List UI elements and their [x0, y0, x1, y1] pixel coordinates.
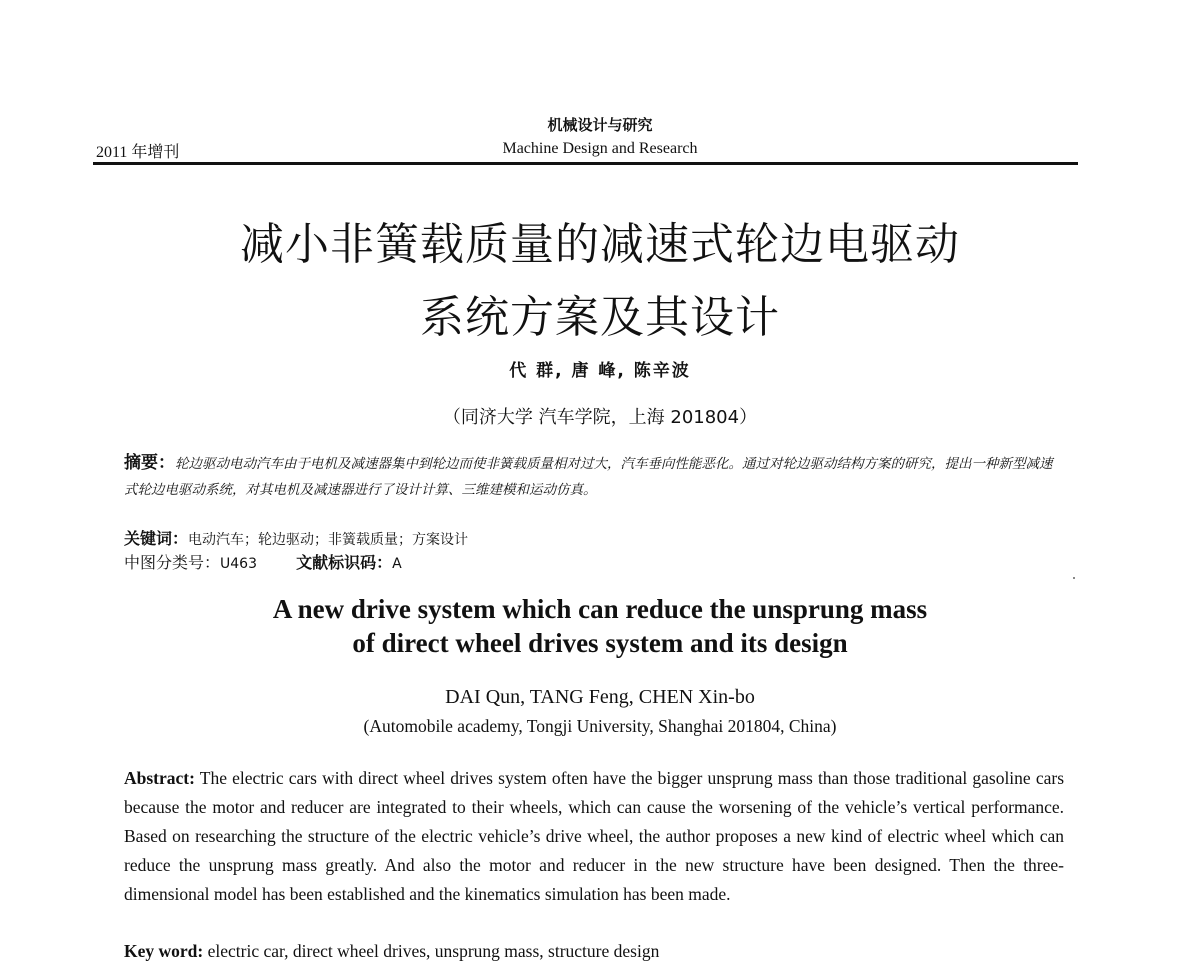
abstract-cn-text: 轮边驱动电动汽车由于电机及减速器集中到轮边而使非簧载质量相对过大，汽车垂向性能恶化。通过对轮边驱动结构方案的研究，提出一种新型减速式轮边电驱动系统，对其电机及减速器进行了设计计算、三维建模和运动仿真。: [124, 456, 1053, 498]
doc-code-label: 文献标识码：: [296, 553, 393, 572]
keywords-cn-label: 关键词：: [124, 529, 189, 548]
scan-speck: [1073, 577, 1075, 579]
abstract-cn: [124, 450, 1054, 503]
authors-cn: 代 群, 唐 峰, 陈辛波: [509, 361, 691, 381]
title-cn-line1: 减小非簧载质量的减速式轮边电驱动: [240, 219, 960, 270]
classification-line: [124, 550, 402, 573]
abstract-en: [124, 764, 1064, 909]
authors-en: DAI Qun, TANG Feng, CHEN Xin-bo: [445, 686, 755, 708]
issue-label: 2011 年增刊: [96, 144, 180, 161]
abstract-en-label: Abstract:: [124, 768, 195, 788]
title-en-line1: A new drive system which can reduce the unsprung mass: [272, 594, 928, 624]
title-cn-line2: 系统方案及其设计: [420, 292, 780, 343]
clc-label: 中图分类号：: [124, 553, 221, 572]
keywords-cn: [124, 526, 468, 549]
clc-value: U463: [220, 556, 257, 572]
abstract-cn-label: 摘要：: [124, 453, 175, 473]
keywords-cn-text: 电动汽车；轮边驱动；非簧载质量；方案设计: [188, 532, 469, 548]
affiliation-cn: （同济大学 汽车学院，上海 201804）: [442, 407, 758, 428]
title-en-line2: of direct wheel drives system and its design: [352, 628, 848, 658]
abstract-en-text: The electric cars with direct wheel drives system often have the bigger unsprung mass than those traditional gasoline cars because the motor and reducer are integrated to their wheels, which can cause the worsening of the vehicle’s vertical performance. Based on researching the structure of the electric vehicle’s drive wheel, the author proposes a new kind of electric wheel which can reduce the unsprung mass greatly. And also the motor and reducer in the new structure have been designed. Then the three-dimensional model has been established and the kinematics simulation has been made.: [124, 768, 1064, 904]
header-rule: [93, 162, 1078, 165]
keyword-en-text: electric car, direct wheel drives, unsprung mass, structure design: [203, 941, 660, 961]
affiliation-en: (Automobile academy, Tongji University, Shanghai 201804, China): [363, 716, 837, 736]
keyword-en-label: Key word:: [124, 941, 204, 961]
journal-name-en: Machine Design and Research: [502, 140, 698, 157]
journal-name-cn: 机械设计与研究: [547, 116, 653, 134]
doc-code-value: A: [392, 556, 402, 572]
